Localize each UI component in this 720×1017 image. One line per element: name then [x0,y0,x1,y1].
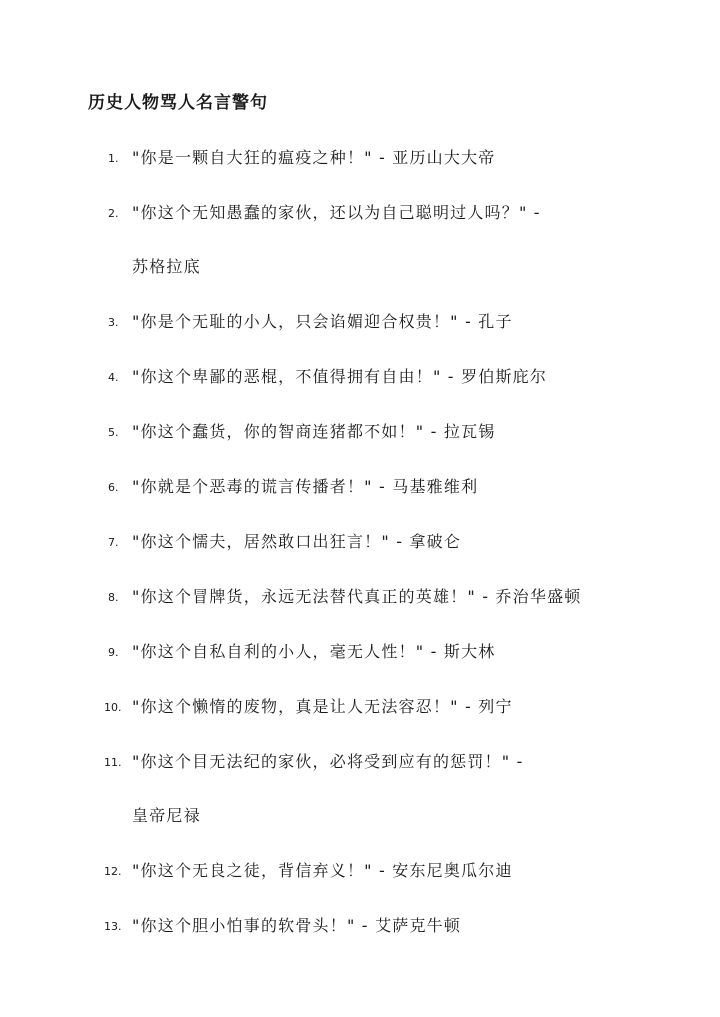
quote-text: "你这个胆小怕事的软骨头！" - 艾萨克牛顿 [132,916,462,935]
list-item [104,748,668,830]
list-item-number: 8. [108,591,119,604]
list-item [104,693,668,721]
quote-text: "你这个自私自利的小人，毫无人性！" - 斯大林 [132,642,496,661]
quote-text: "你这个冒牌货，永远无法替代真正的英雄！" - 乔治华盛顿 [132,587,582,606]
list-item-number: 12. [104,865,122,878]
list-item-number: 6. [108,481,119,494]
list-item [108,199,668,281]
quote-text: "你这个目无法纪的家伙，必将受到应有的惩罚！" - [132,752,524,771]
quote-text: "你这个懦夫，居然敢口出狂言！" - 拿破仑 [132,532,462,551]
list-item-number: 9. [108,646,119,659]
list-item [104,857,668,885]
quote-author: 苏格拉底 [132,257,201,276]
quote-text: "你是个无耻的小人，只会谄媚迎合权贵！" - 孔子 [132,312,513,331]
list-item [108,363,668,391]
quote-text: "你这个蠢货，你的智商连猪都不如！" - 拉瓦锡 [132,422,496,441]
quote-text: "你这个无知愚蠢的家伙，还以为自己聪明过人吗？" - [132,203,541,222]
quote-text: "你这个无良之徒，背信弃义！" - 安东尼奥瓜尔迪 [132,861,513,880]
list-item-number: 7. [108,536,119,549]
list-item [104,912,668,940]
list-item-number: 4. [108,371,119,384]
list-item [108,638,668,666]
list-item-number: 2. [108,207,119,220]
list-item [108,418,668,446]
list-item [108,528,668,556]
list-item-number: 10. [104,701,122,714]
list-item-number: 11. [104,756,122,769]
page-title: 历史人物骂人名言警句 [88,93,268,113]
quote-text: "你这个懒惰的废物，真是让人无法容忍！" - 列宁 [132,697,513,716]
quote-text: "你这个卑鄙的恶棍，不值得拥有自由！" - 罗伯斯庇尔 [132,367,548,386]
list-item-number: 5. [108,426,119,439]
quote-text: "你是一颗自大狂的瘟疫之种！" - 亚历山大大帝 [132,148,496,167]
list-item-number: 1. [108,152,119,165]
list-item [108,473,668,501]
quote-list [104,144,668,967]
quote-author: 皇帝尼禄 [132,806,201,825]
list-item [108,308,668,336]
quote-text: "你就是个恶毒的谎言传播者！" - 马基雅维利 [132,477,479,496]
list-item [108,583,668,611]
list-item-number: 13. [104,920,122,933]
list-item [108,144,668,172]
list-item-number: 3. [108,316,119,329]
